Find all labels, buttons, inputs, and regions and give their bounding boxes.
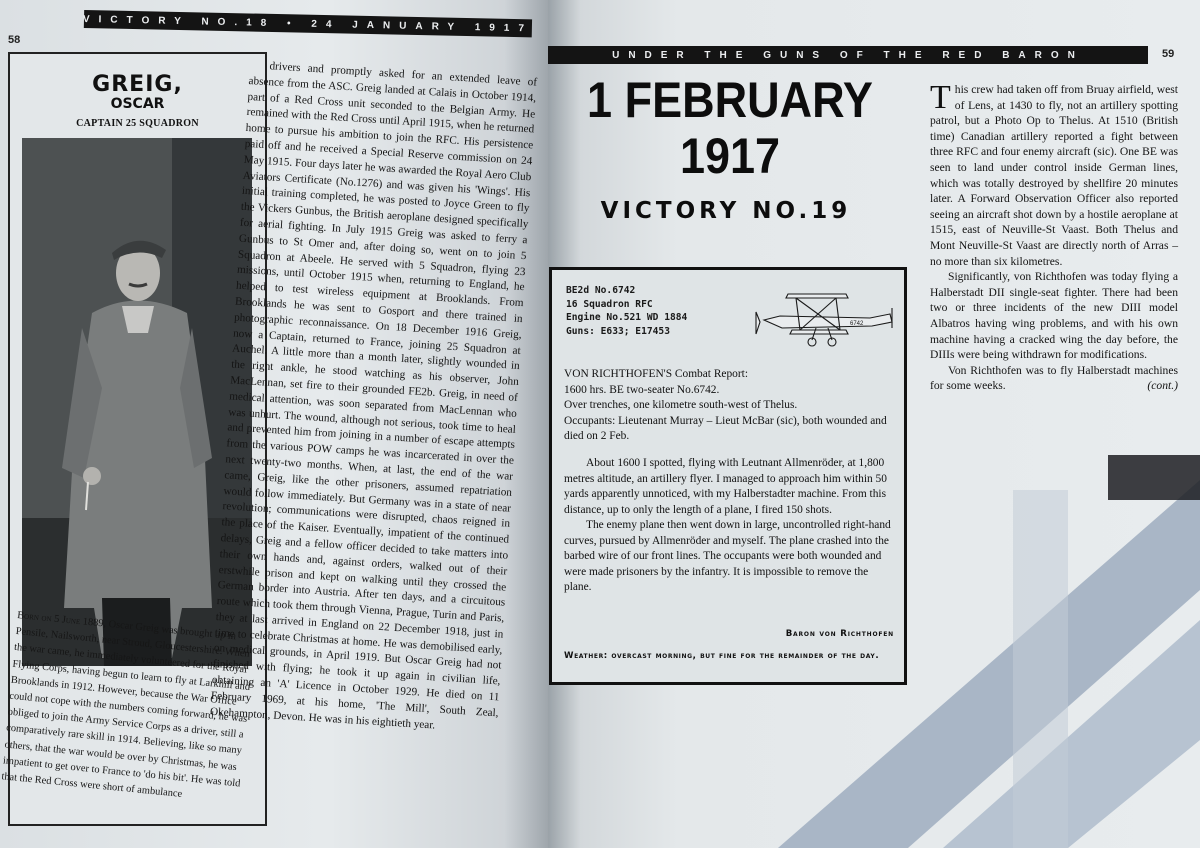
spec-squadron: 16 Squadron RFC [566,298,653,310]
date-heading-year: 1917 [679,128,781,184]
sidebar-first-name: OSCAR [110,96,165,112]
commentary-paragraph-3 [930,363,1178,394]
report-title: VON RICHTHOFEN'S Combat Report: [564,368,748,380]
continued-marker: (cont.) [1147,379,1178,393]
commentary-paragraph-2: Significantly, von Richthofen was today flying a Halberstadt DII single-seat fighter. There had been two or three incidents of the new DIII model Albatros having wing problems, and with his own machine having a cracked wing the day before, the DIIIs were being withdrawn for modifications. [930,270,1178,362]
biplane-drawing [750,282,900,348]
left-page [0,0,548,848]
commentary-paragraph-3-text: Von Richthofen was to fly Halberstadt machines for some weeks. [930,363,1178,393]
date-heading [577,72,883,184]
report-narrative [564,456,896,596]
commentary-paragraph-1-text: his crew had taken off from Bruay airfield, west of Lens, at 1430 to fly, not an artillery spotting patrol, but a Photo Op to Thelus. At 1510 (British time) Canadian artillery reported a fight between three RFC and four enemy aircraft (sic). One BE was seen to land under control inside German lines, which was totally destroyed by shellfire 20 minutes later. A Forward Observation Officer also reported seeing an aircraft shot down by a hostile aeroplane at 1515, east of Neuville-St Vaast. Both Thelus and Mont Neuville-St Vaast are directly north of Arras – no more than six kilometres. [930,83,1178,268]
report-time: 1600 hrs. BE two-seater No.6742. [564,383,720,396]
running-head-left: VICTORY NO.18 • 24 JANUARY 1917 [84,10,532,37]
sidebar-surname: GREIG, [92,72,183,97]
page-number-left: 58 [8,34,21,46]
drop-cap: T [930,79,951,116]
report-location: Over trenches, one kilometre south-west of Thelus. [564,399,798,411]
running-head-right: UNDER THE GUNS OF THE RED BARON [548,46,1148,64]
report-weather [564,650,898,663]
spec-engine: Engine No.521 WD 1884 [566,312,688,323]
combat-report-box [549,267,907,685]
biography-body-text: drivers and promptly asked for an extended leave of absence from the ASC. Greig landed at Calais in October 1914, part of a Red Cross unit seconded to the Belgian Army. He remained with the Red Cross until April 1915, when he returned home to pursue his ambition to join the RFC. His persistence paid off and he received a Special Reserve commission on 24 May 1915. Four days later he was awarded the Royal Aero Club Aviators Certificate (No.1276) and was given his 'Wings'. His initial training completed, he was posted to Joyce Green to fly the Vickers Gunbus, the British aeroplane designed specifically for aerial fighting. In July 1915 Greig was asked to ferry a Gunbus to St Omer and, after doing so, went on to join 5 Squadron at Abeele. He served with 5 Squadron, flying 23 missions, until October 1915 when, returning to England, he helped to test wireless equipment at Brooklands. From Brooklands he was sent to Gosport and there trained in photographic reconnaissance. On 18 December 1916 Greig, now a Captain, returned to France, joining 25 Squadron at Auchel. A little more than a month later, slightly wounded in the right ankle, he stood watching as his observer, John MacLennan, set fire to their grounded FE2b. Greig, in need of medical attention, was soon separated from MacLennan who was unhurt. The wound, although not serious, took time to heal and prevented him from joining in a number of escape attempts from the various POW camps he was incarcerated in over the next twenty-two months. When, at last, the end of the war came, Greig, like the other prisoners, assumed repatriation would follow immediately. But Germany was in a state of near revolution; communications were disrupted, chaos reigned in the place of the Kaiser. Eventually, impatient of the continued delays, Greig and a fellow officer decided to take matters into their own hands and, against orders, walked out of their erstwhile prison and kept on walking until they crossed the German border into Austria. After ten days, and a circuitous route which took them through Vienna, Prague, Turin and Paris, they at last arrived in England on 22 December 1918, just in time to celebrate Christmas at home. He was demobilised early, on medical grounds, in April 1919. But Oscar Greig had not finished with flying; he took it up again in civilian life, obtaining an 'A' Licence in October 1929. He died on 11 February 1969, at his home, 'The Mill', South Zeal, Okehampton, Devon. He was in his eightieth year. [209,60,538,732]
biography-text: , Oscar Greig was brought up in Pensile, Nailsworth, near Stroud, Gloucestershire. When the war came, he immediately volunteered for the Royal Flying Corps, having begun to learn to fly at Larkhill and Brooklands in 1912. However, because the War Office could not cope with the numbers coming forward, he was obliged to join the Army Service Corps as a driver, still a comparatively rare skill in 1914. Believing, like so many others, that the war would be over by Christmas, he was impatient to get over to France to 'do his bit'. He was told that the Red Cross were short of ambulance [0,618,251,800]
report-occupants: Occupants: Lieutenant Murray – Lieut McBar (sic), both wounded and died on 2 Feb. [564,414,887,442]
weather-text: Weather: overcast morning, but fine for the remainder of the day. [564,651,880,661]
biography-lead: Born on 5 June 1889 [16,609,105,630]
report-paragraph-1: About 1600 I spotted, flying with Leutnant Allmenröder, at 1,800 metres altitude, an artillery flyer. I managed to approach him within 50 yards apparently unnoticed, with my Halberstadter machine. From this distance, up to only the length of a plane, I fired 150 shots. [564,457,887,516]
commentary-paragraph-1 [930,79,1178,269]
report-signature [732,629,894,639]
spec-guns: Guns: E633; E17453 [566,325,670,337]
victory-heading: VICTORY NO.19 [600,198,852,224]
report-paragraph-2: The enemy plane then went down in large, uncontrolled right-hand curves, pursued by Allmenröder and myself. The plane crashed into the barbed wire of our front lines. The occupants were both wounded and were made prisoners by the infantry. It is impossible to remove the plane. [564,519,891,593]
commentary-column [930,79,1178,394]
plane-serial-label: 6742 [850,321,864,327]
sidebar-rank: CAPTAIN 25 SQUADRON [76,118,199,129]
signature-text: Baron von Richthofen [785,629,894,639]
aircraft-spec [566,284,766,338]
page-number-right: 59 [1162,48,1175,60]
report-header [564,367,894,445]
spec-aircraft: BE2d No.6742 [566,285,636,296]
date-heading-day-month: 1 FEBRUARY [587,72,873,128]
